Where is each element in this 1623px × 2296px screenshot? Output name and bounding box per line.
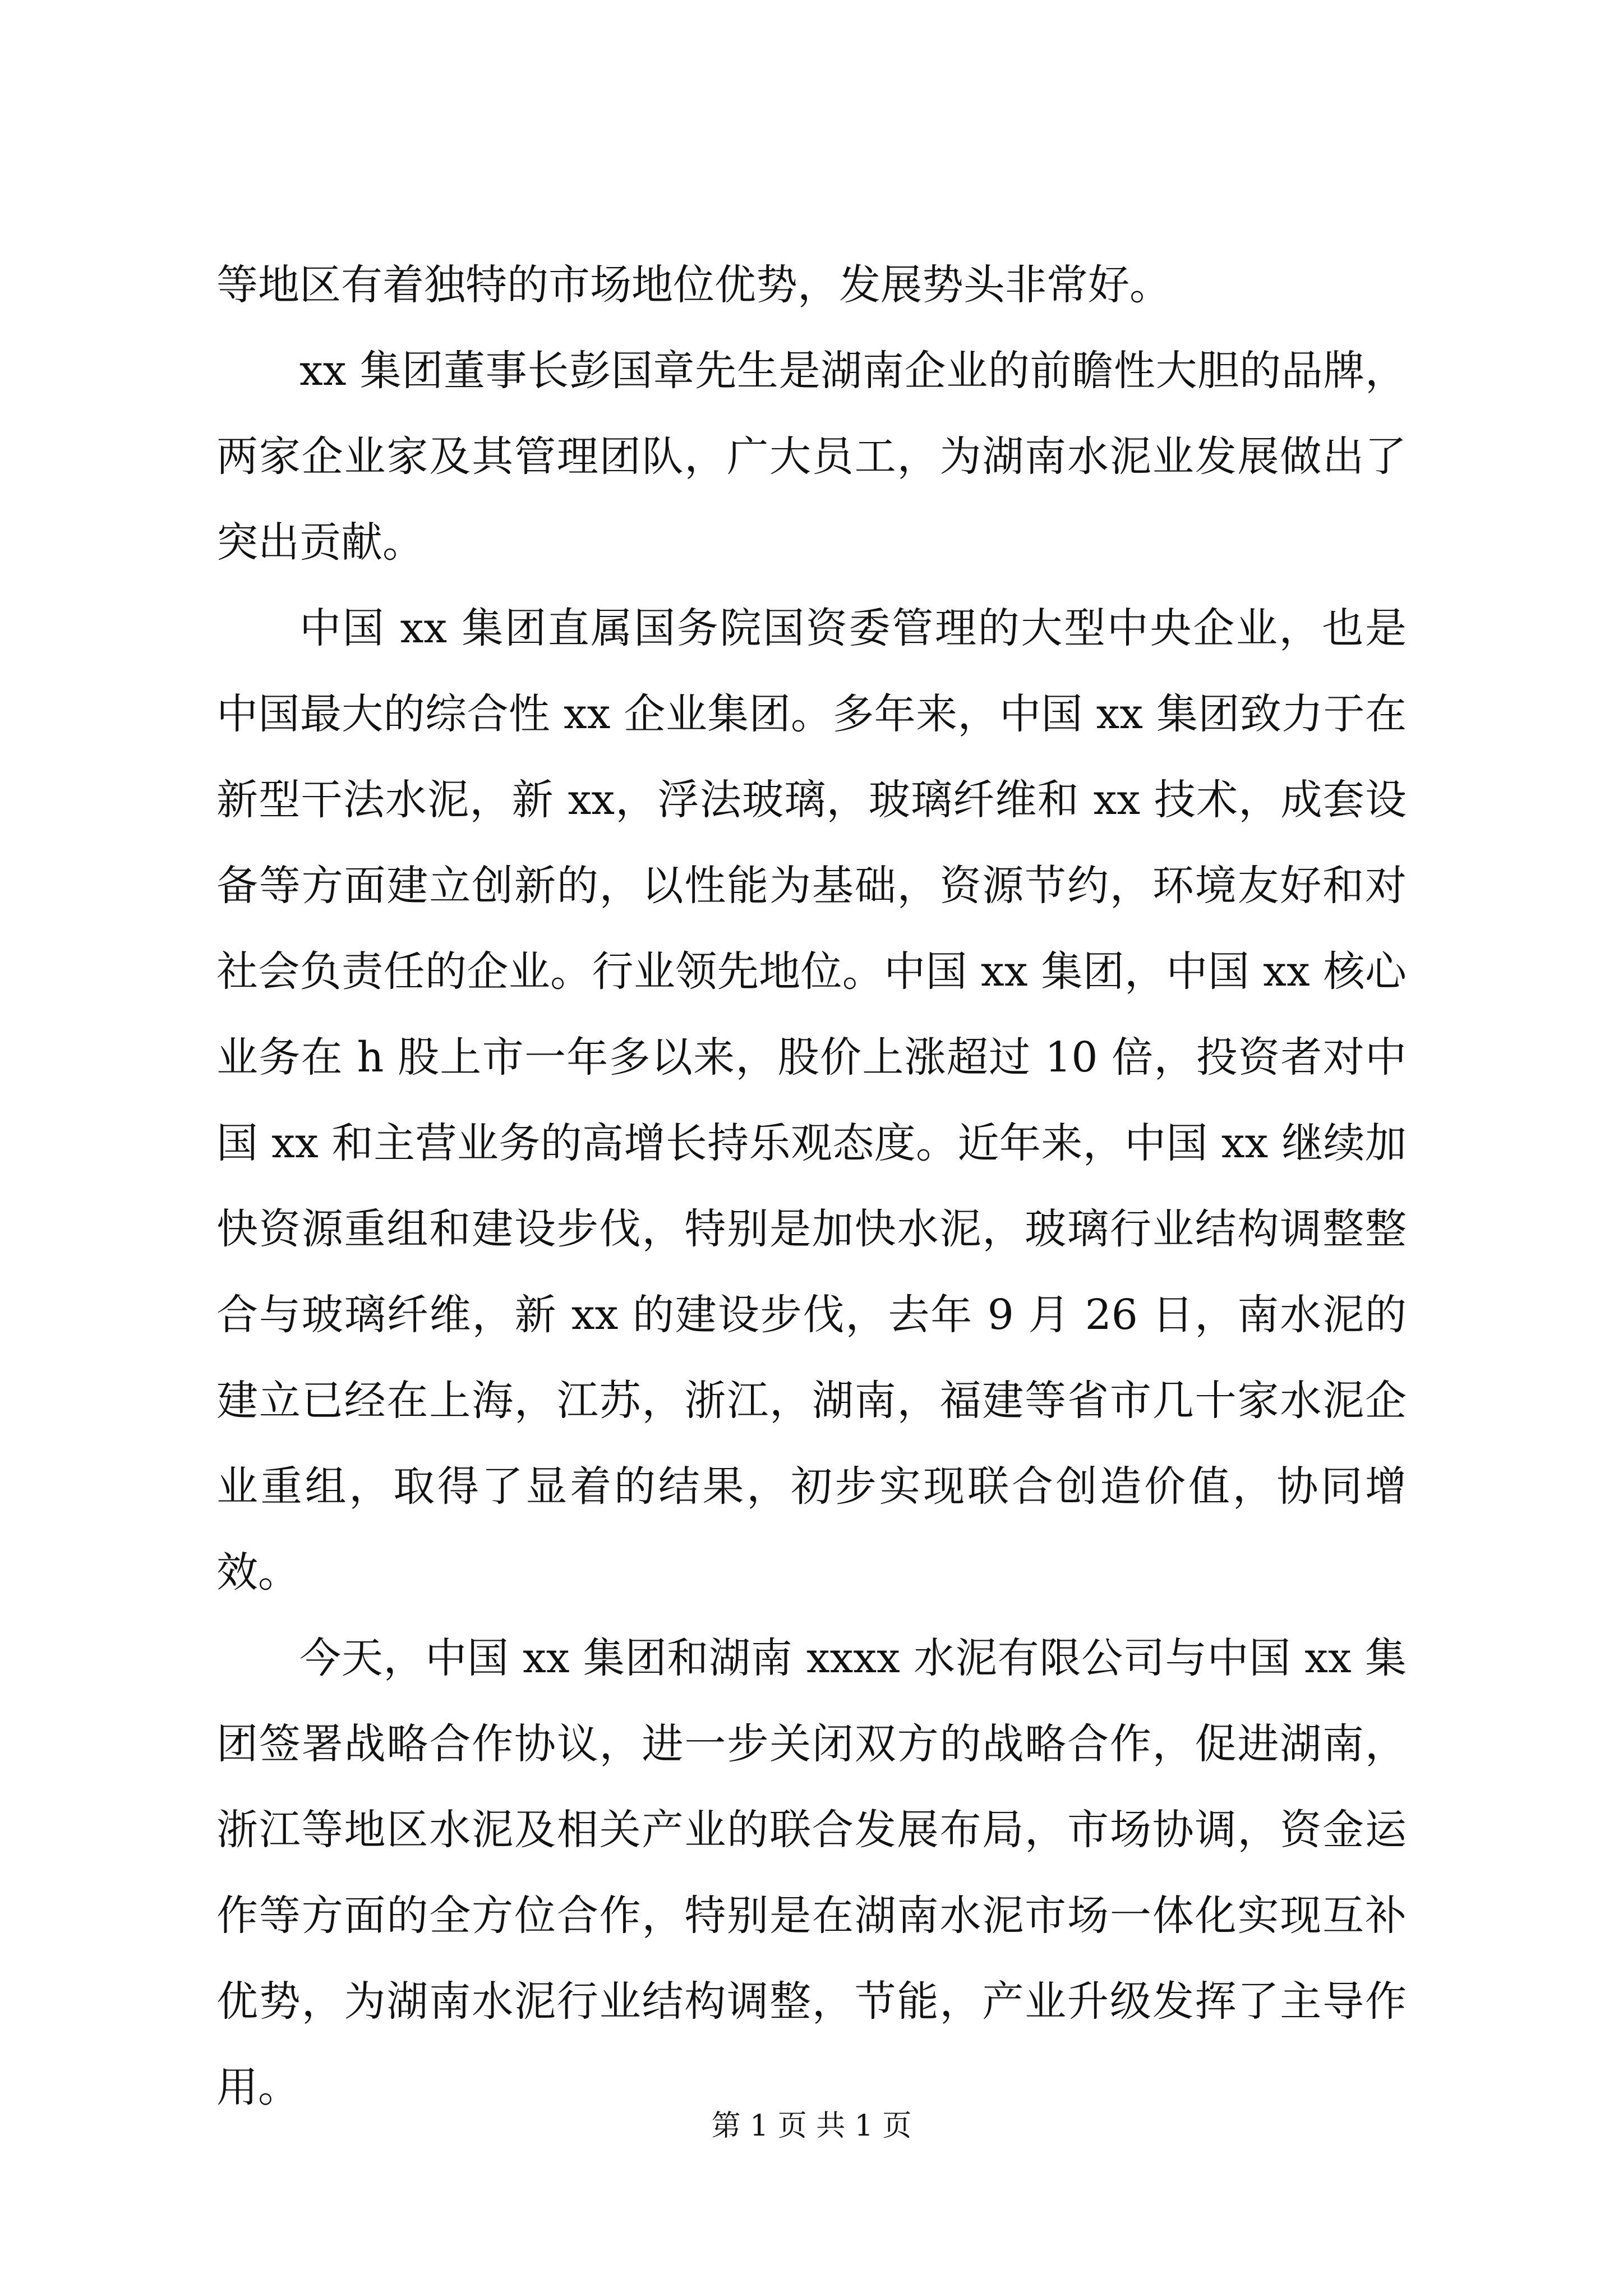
page-number-footer: 第 1 页 共 1 页 <box>711 2109 912 2143</box>
paragraph-agreement: 今天，中国 xx 集团和湖南 xxxx 水泥有限公司与中国 xx 集团签署战略合作协议，进一步关闭双方的战略合作，促进湖南，浙江等地区水泥及相关产业的联合发展布局，市场协调，资金运作等方面的全方位合作，特别是在湖南水泥市场一体化实现互补优势，为湖南水泥行业结构调整，节能，产业升级发挥了主导作用。 <box>216 1634 1407 2111</box>
paragraph-continuation: 等地区有着独特的市场地位优势，发展势头非常好。 <box>216 261 1171 309</box>
paragraph-chairman: xx 集团董事长彭国章先生是湖南企业的前瞻性大胆的品牌，两家企业家及其管理团队，广大员工，为湖南水泥业发展做出了突出贡献。 <box>216 347 1407 567</box>
document-body <box>216 242 1407 2131</box>
paragraph-group-overview: 中国 xx 集团直属国务院国资委管理的大型中央企业，也是中国最大的综合性 xx 企业集团。多年来，中国 xx 集团致力于在新型干法水泥，新 xx，浮法玻璃，玻璃纤维和 xx 技术，成套设备等方面建立创新的，以性能为基础，资源节约，环境友好和对社会负责任的企业。行业领先地位。中国 xx 集团，中国 xx 核心业务在 h 股上市一年多以来，股价上涨超过 10 倍，投资者对中国 xx 和主营业务的高增长持乐观态度。近年来，中国 xx 继续加快资源重组和建设步伐，特别是加快水泥，玻璃行业结构调整整合与玻璃纤维，新 xx 的建设步伐，去年 9 月 26 日，南水泥的建立已经在上海，江苏，浙江，湖南，福建等省市几十家水泥企业重组，取得了显着的结果，初步实现联合创造价值，协同增效。 <box>216 604 1407 1596</box>
